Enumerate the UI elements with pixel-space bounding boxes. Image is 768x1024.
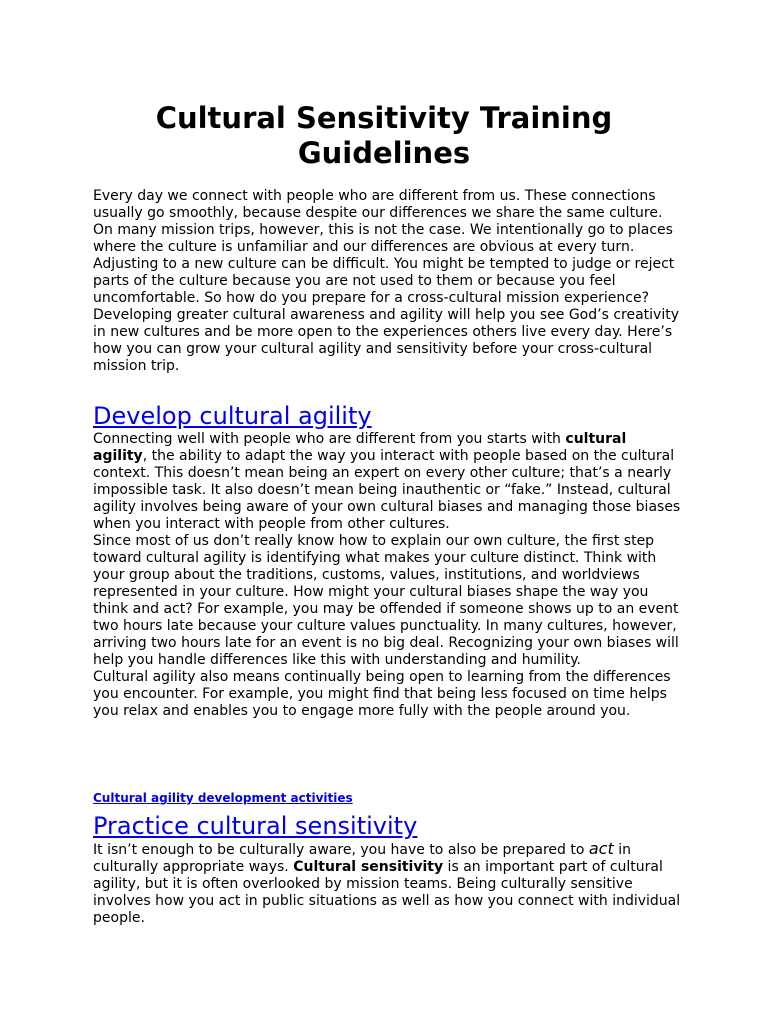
section2-paragraph-1 (93, 840, 683, 927)
section1-paragraph-3: Cultural agility also means continually being open to learning from the differences you encounter. For example, you might find that being less focused on time helps you relax and enables you to engage more fully with the people around you. (93, 669, 671, 719)
intro-paragraph-1: Every day we connect with people who are different from us. These connections usually go smoothly, because despite our differences we share the same culture. On many mission trips, however, this is not the case. We intentionally go to places where the culture is unfamiliar and our differences are obvious at every turn. Adjusting to a new culture can be difficult. You might be tempted to judge or reject parts of the culture because you are not used to them or because you feel uncomfortable. So how do you prepare for a cross-cultural mission experience? (93, 188, 675, 306)
section-heading-practice-cultural-sensitivity[interactable] (93, 812, 683, 840)
heading-link-practice-cultural-sensitivity[interactable]: Practice cultural sensitivity (93, 812, 418, 840)
bold-term-cultural-sensitivity: Cultural sensitivity (293, 859, 444, 875)
intro-section (93, 188, 683, 375)
italic-term-act: act (588, 839, 614, 858)
bold-term-cultural-agility: cultural agility (93, 431, 627, 464)
page-title: Cultural Sensitivity Training Guidelines (155, 101, 613, 170)
section2-p1-end: is an important part of cultural agility, but it is often overlooked by mission teams. Being culturally sensitive involves how you act in public situations as well as how you connect with individual people. (93, 859, 681, 926)
cultural-agility-activities-link[interactable]: Cultural agility development activities (93, 791, 353, 805)
heading-link-develop-cultural-agility[interactable]: Develop cultural agility (93, 402, 372, 430)
section1-p1-rest: , the ability to adapt the way you interact with people based on the cultural context. This doesn’t mean being an expert on every other culture; that’s a nearly impossible task. It also doesn’t mean being inauthentic or “fake.” Instead, cultural agility involves being aware of your own cultural biases and managing those biases when you interact with people from other cultures. (93, 448, 681, 532)
section1-paragraph-2: Since most of us don’t really know how to explain our own culture, the first step toward cultural agility is identifying what makes your culture distinct. Think with your group about the traditions, customs, values, institutions, and worldviews represented in your culture. How might your cultural biases shape the way you think and act? For example, you may be offended if someone shows up to an event two hours late because your culture values punctuality. In many cultures, however, arriving two hours late for an event is no big deal. Recognizing your own biases will help you handle differences like this with understanding and humility. (93, 533, 679, 668)
section-practice-cultural-sensitivity (93, 812, 683, 840)
section1-paragraph-1 (93, 431, 683, 533)
section2-body (93, 840, 683, 927)
intro-paragraph-2: Developing greater cultural awareness and agility will help you see God’s creativity in new cultures and be more open to the experiences others live every day. Here’s how you can grow your cultural agility and sensitivity before your cross-cultural mission trip. (93, 307, 679, 374)
section2-p1-mid: in culturally appropriate ways. (93, 842, 631, 875)
section1-body (93, 431, 683, 720)
section-heading-develop-cultural-agility[interactable] (93, 402, 683, 430)
activities-link-block (93, 787, 683, 806)
section-develop-cultural-agility (93, 402, 683, 430)
section1-p1-start: Connecting well with people who are different from you starts with (93, 431, 566, 447)
section2-p1-start: It isn’t enough to be culturally aware, you have to also be prepared to (93, 842, 589, 858)
